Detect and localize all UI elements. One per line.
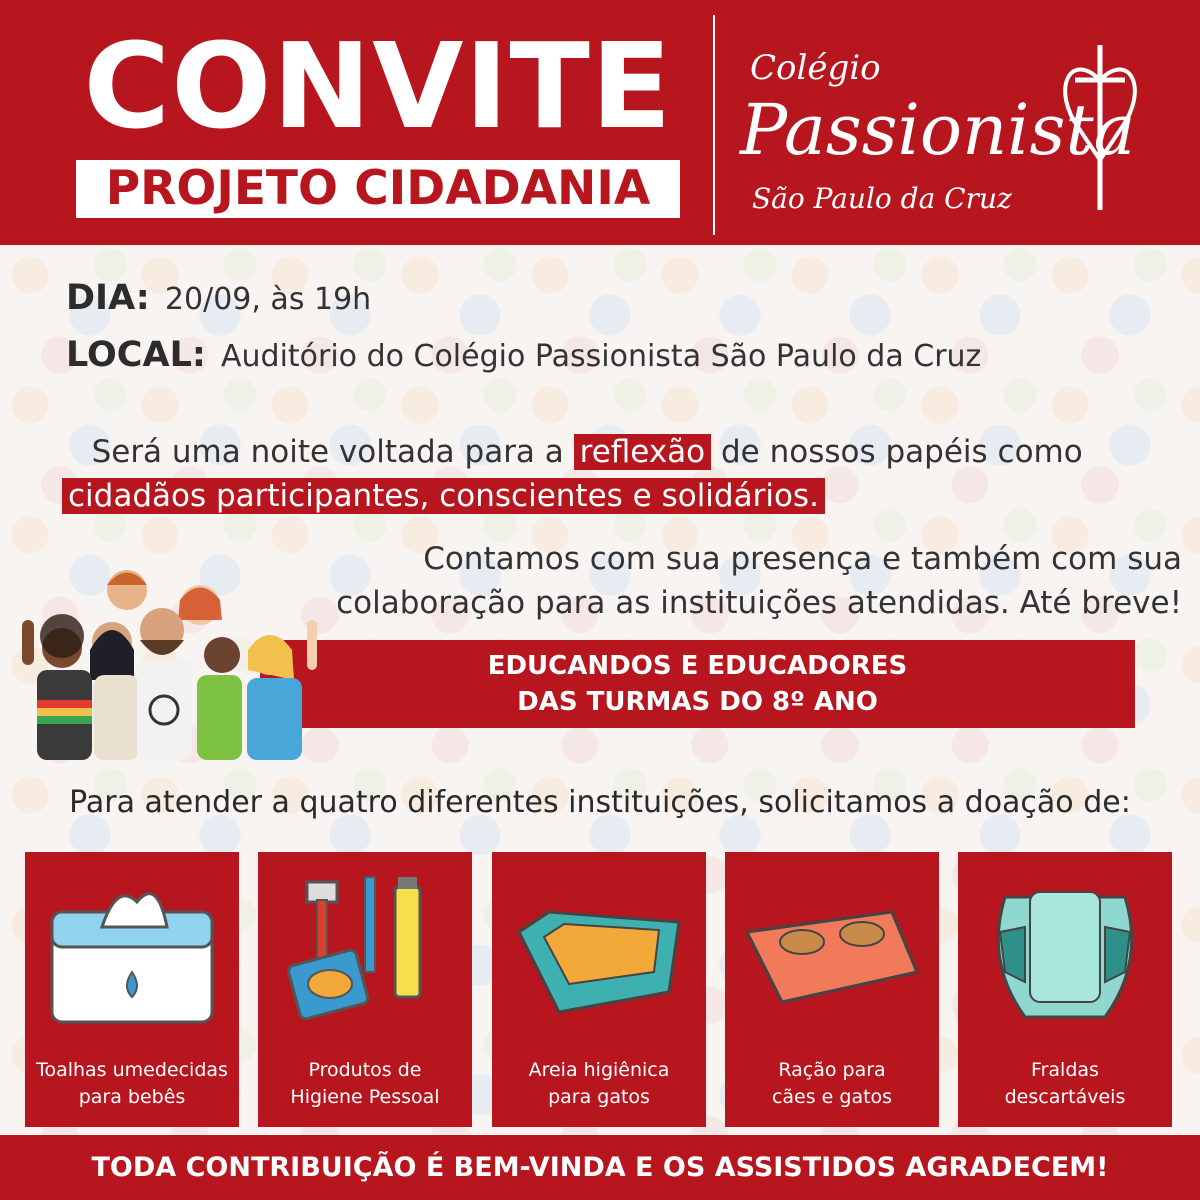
card-label-diapers <box>958 1057 1172 1111</box>
location-value: Auditório do Colégio Passionista São Paulo da Cruz <box>220 339 982 374</box>
card2-line1: Produtos de <box>308 1059 422 1081</box>
invite-title: CONVITE <box>83 17 673 155</box>
highlight-cidadaos: cidadãos participantes, conscientes e solidários. <box>62 478 825 514</box>
paragraph1-part1: Será uma noite voltada para a <box>91 434 574 470</box>
footer-banner <box>0 1135 1200 1200</box>
project-title-box <box>76 160 680 218</box>
header-banner <box>0 0 1200 245</box>
logo-passionista-text: Passionista <box>740 89 1136 171</box>
band-line2: DAS TURMAS DO 8º ANO <box>517 687 878 717</box>
date-label: DIA: <box>66 278 150 318</box>
card1-line2: para bebês <box>78 1086 186 1108</box>
card-label-hygiene <box>258 1057 472 1111</box>
card5-line2: descartáveis <box>1004 1086 1126 1108</box>
cross-heart-icon <box>1050 40 1150 220</box>
header-divider <box>713 15 715 235</box>
location-row <box>66 335 981 375</box>
presence-paragraph <box>292 537 1182 625</box>
card1-line1: Toalhas umedecidas <box>36 1059 228 1081</box>
card3-line2: para gatos <box>548 1086 650 1108</box>
band-text <box>260 648 1135 720</box>
wet-wipes-icon <box>42 872 222 1032</box>
card5-line1: Fraldas <box>1031 1059 1099 1081</box>
card-label-cat-litter <box>492 1057 706 1111</box>
paragraph1-part2: de nossos papéis como <box>711 434 1083 470</box>
donation-card-cat-litter <box>492 852 706 1127</box>
paragraph2-line1: Contamos com sua presença e também com sua <box>423 541 1182 577</box>
students-teachers-band <box>260 640 1135 728</box>
group-of-people-illustration <box>12 560 317 760</box>
project-title: PROJETO CIDADANIA <box>105 161 651 216</box>
cat-litter-icon <box>509 872 689 1032</box>
donation-card-hygiene <box>258 852 472 1127</box>
location-label: LOCAL: <box>66 335 206 375</box>
footer-text: TODA CONTRIBUIÇÃO É BEM-VINDA E OS ASSISTIDOS AGRADECEM! <box>91 1152 1109 1183</box>
card4-line2: cães e gatos <box>771 1086 893 1108</box>
card4-line1: Ração para <box>778 1059 886 1081</box>
date-value: 20/09, às 19h <box>164 282 372 317</box>
diaper-icon <box>975 872 1155 1032</box>
reflection-paragraph <box>62 430 1162 518</box>
pet-bowl-icon <box>742 872 922 1032</box>
hygiene-products-icon <box>275 872 455 1032</box>
school-logo <box>740 40 1160 230</box>
highlight-reflexao: reflexão <box>574 434 712 470</box>
date-row <box>66 278 371 318</box>
card-label-pet-food <box>725 1057 939 1111</box>
card2-line2: Higiene Pessoal <box>290 1086 440 1108</box>
donation-card-diapers <box>958 852 1172 1127</box>
card3-line1: Areia higiênica <box>528 1059 670 1081</box>
band-line1: EDUCANDOS E EDUCADORES <box>487 651 908 681</box>
logo-saopaulo-text: São Paulo da Cruz <box>752 182 1012 215</box>
logo-colegio-text: Colégio <box>750 48 881 88</box>
donation-card-pet-food <box>725 852 939 1127</box>
paragraph2-line2: colaboração para as instituições atendidas. Até breve! <box>336 585 1182 621</box>
donation-card-wet-wipes <box>25 852 239 1127</box>
card-label-wet-wipes <box>25 1057 239 1111</box>
donation-request-text: Para atender a quatro diferentes instituições, solicitamos a doação de: <box>69 785 1131 820</box>
